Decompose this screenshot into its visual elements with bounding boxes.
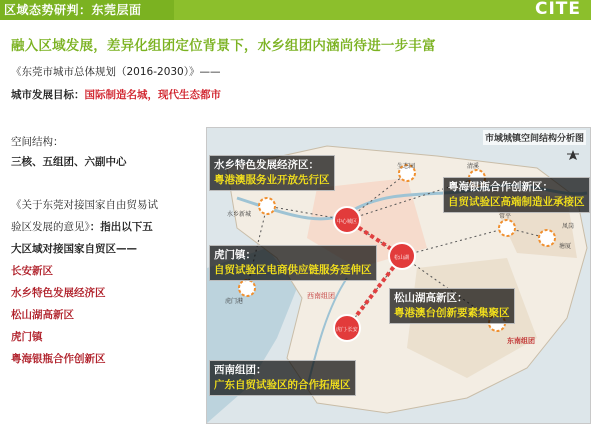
structure-value: 三核、五组团、六副中心 [11, 156, 127, 168]
map-label: 虎门港 [225, 298, 244, 305]
map-label: 西南组团 [307, 292, 335, 300]
map-label: 东南组团 [507, 337, 535, 345]
opinion-line-2b: ：指出以下五 [89, 221, 153, 233]
plan-title: 《东莞市城市总体规划（2016-2030）》—— [11, 66, 221, 78]
opinion-line-3: 大区域对接国家自贸区—— [11, 243, 137, 255]
region-item: 虎门镇 [11, 331, 43, 343]
map-label: 松山湖 [394, 255, 410, 261]
callout-name: 虎门镇： [214, 249, 256, 261]
region-item: 长安新区 [11, 265, 53, 277]
region-item: 粤海银瓶合作创新区 [11, 353, 106, 365]
callout-name: 粤海银瓶合作创新区： [448, 181, 553, 193]
callout-desc: 粤港澳台创新要素集聚区 [394, 307, 510, 319]
callout-shuixiang [209, 155, 335, 191]
map-label: 清溪 [467, 163, 480, 170]
callout-name: 西南组团： [214, 364, 267, 376]
callout-desc: 自贸试验区电商供应链服务延伸区 [214, 264, 372, 276]
map-label: 凤岗 [562, 223, 575, 230]
goal-line [11, 87, 221, 102]
compass-icon [567, 150, 579, 160]
logo [535, 0, 581, 19]
map-label: 塘厦 [559, 243, 572, 250]
section-tag: 区域态势研判：东莞层面 [0, 0, 174, 20]
callout-name: 水乡特色发展经济区： [214, 159, 319, 171]
map-label: 虎门·长安 [336, 327, 358, 333]
callout-xinan [209, 360, 356, 396]
opinion-line-2 [11, 219, 153, 234]
map-label: 中心城区 [337, 219, 358, 225]
callout-name: 松山湖高新区： [394, 292, 468, 304]
opinion-line-2a: 验区发展的意见》 [11, 221, 90, 233]
logo-text: CITE [534, 0, 581, 19]
map-label: 生态园 [397, 163, 416, 170]
callout-desc: 广东自贸试验区的合作拓展区 [214, 379, 351, 391]
goal-label: 城市发展目标： [11, 89, 85, 101]
region-item: 松山湖高新区 [11, 309, 74, 321]
map-label: 常平 [499, 213, 512, 220]
region-item: 水乡特色发展经济区 [11, 287, 106, 299]
callout-desc: 自贸试验区高端制造业承接区 [448, 196, 585, 208]
map-label: 水乡新城 [227, 211, 252, 218]
map-title: 市域城镇空间结构分析图 [483, 130, 586, 145]
structure-map [206, 127, 591, 424]
goal-value: 国际制造名城，现代生态都市 [84, 89, 221, 101]
opinion-line-1: 《关于东莞对接国家自由贸易试 [11, 199, 158, 211]
structure-label: 空间结构： [11, 136, 64, 148]
callout-desc: 粤港澳服务业开放先行区 [214, 174, 330, 186]
callout-yuehai [443, 177, 590, 213]
callout-songshanhu [389, 288, 515, 324]
page-subtitle: 融入区域发展，差异化组团定位背景下，水乡组团内涵尚待进一步丰富 [11, 38, 436, 54]
callout-humen [209, 245, 377, 281]
